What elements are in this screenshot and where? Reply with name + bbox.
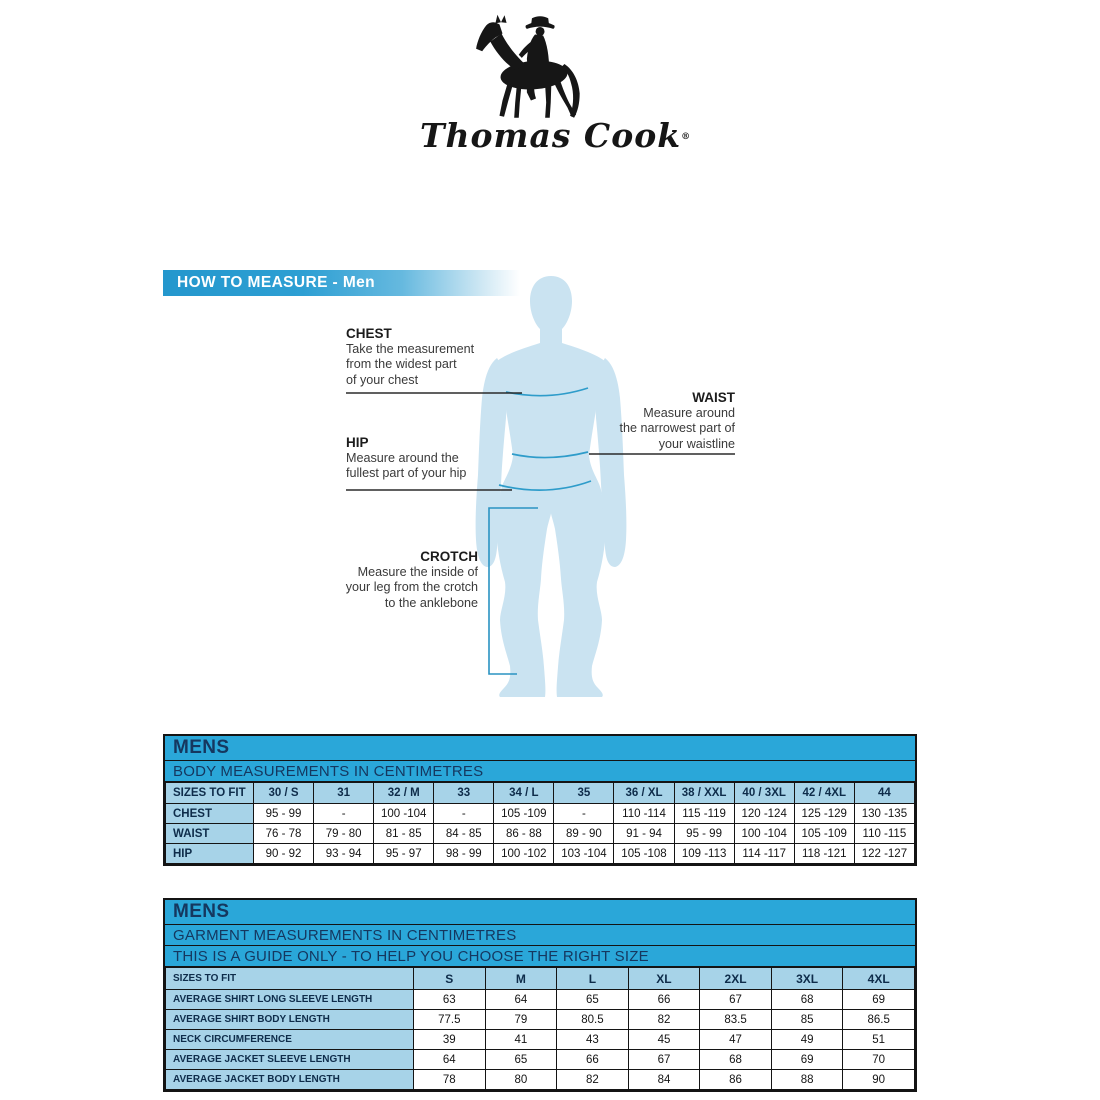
garment-table-title: MENS [165, 900, 915, 925]
row-label-cell: AVERAGE JACKET SLEEVE LENGTH [166, 1050, 414, 1070]
header-size-cell: 40 / 3XL [734, 783, 794, 804]
value-cell: 89 - 90 [554, 824, 614, 844]
header-size-cell: S [414, 968, 486, 990]
header-size-cell: 4XL [843, 968, 915, 990]
body-table-subtitle: BODY MEASUREMENTS IN CENTIMETRES [165, 761, 915, 782]
value-cell: 84 - 85 [434, 824, 494, 844]
value-cell: 68 [771, 990, 843, 1010]
annotation-line: the narrowest part of [619, 421, 735, 436]
header-size-cell: L [557, 968, 629, 990]
value-cell: 51 [843, 1030, 915, 1050]
value-cell: 125 -129 [794, 804, 854, 824]
value-cell: 66 [557, 1050, 629, 1070]
annotation-line: Measure the inside of [357, 565, 478, 579]
header-size-cell: 38 / XXL [674, 783, 734, 804]
value-cell: 79 [485, 1010, 557, 1030]
header-size-cell: 44 [854, 783, 914, 804]
value-cell: 80 [485, 1070, 557, 1090]
annotation-line: Measure around [643, 406, 735, 420]
header-size-cell: 42 / 4XL [794, 783, 854, 804]
header-label-cell: SIZES TO FIT [166, 783, 254, 804]
value-cell: 49 [771, 1030, 843, 1050]
value-cell: 67 [628, 1050, 700, 1070]
value-cell: 77.5 [414, 1010, 486, 1030]
value-cell: 70 [843, 1050, 915, 1070]
table-row [166, 824, 915, 844]
value-cell: 95 - 97 [374, 844, 434, 864]
annotation-line: fullest part of your hip [346, 466, 467, 481]
annotation-hip [346, 434, 526, 482]
value-cell: 66 [628, 990, 700, 1010]
row-label-cell: CHEST [166, 804, 254, 824]
table-row [166, 1010, 915, 1030]
value-cell: 79 - 80 [314, 824, 374, 844]
value-cell: 81 - 85 [374, 824, 434, 844]
annotation-chest [346, 325, 526, 388]
annotation-crotch [318, 548, 478, 611]
value-cell: 130 -135 [854, 804, 914, 824]
value-cell: 76 - 78 [254, 824, 314, 844]
value-cell: 63 [414, 990, 486, 1010]
value-cell: 100 -102 [494, 844, 554, 864]
annotation-line: to the anklebone [384, 595, 478, 610]
table-row [166, 990, 915, 1010]
row-label-cell: HIP [166, 844, 254, 864]
registered-trademark-mark: ® [681, 132, 691, 142]
value-cell: - [434, 804, 494, 824]
value-cell: 100 -104 [374, 804, 434, 824]
annotation-line: Measure around the [346, 451, 459, 465]
value-cell: 103 -104 [554, 844, 614, 864]
annotation-line: Take the measurement [346, 342, 475, 356]
value-cell: 122 -127 [854, 844, 914, 864]
value-cell: 110 -114 [614, 804, 674, 824]
value-cell: 67 [700, 990, 772, 1010]
value-cell: 90 - 92 [254, 844, 314, 864]
value-cell: 86 [700, 1070, 772, 1090]
row-label-cell: AVERAGE SHIRT LONG SLEEVE LENGTH [166, 990, 414, 1010]
table-row [166, 804, 915, 824]
value-cell: 93 - 94 [314, 844, 374, 864]
horse-rider-icon [469, 12, 601, 124]
value-cell: 86 - 88 [494, 824, 554, 844]
annotation-crotch-title: CROTCH [420, 549, 478, 564]
body-measurements-table [163, 734, 917, 866]
value-cell: 88 [771, 1070, 843, 1090]
value-cell: 82 [557, 1070, 629, 1090]
value-cell: 100 -104 [734, 824, 794, 844]
value-cell: 91 - 94 [614, 824, 674, 844]
value-cell: 105 -109 [794, 824, 854, 844]
header-size-cell: 33 [434, 783, 494, 804]
value-cell: 118 -121 [794, 844, 854, 864]
value-cell: 115 -119 [674, 804, 734, 824]
garment-measurements-table [163, 898, 917, 1092]
value-cell: 41 [485, 1030, 557, 1050]
table-row [166, 1030, 915, 1050]
row-label-cell: WAIST [166, 824, 254, 844]
value-cell: 65 [485, 1050, 557, 1070]
value-cell: 90 [843, 1070, 915, 1090]
table-row [166, 844, 915, 864]
value-cell: - [554, 804, 614, 824]
header-size-cell: 32 / M [374, 783, 434, 804]
header-size-cell: 35 [554, 783, 614, 804]
value-cell: 105 -108 [614, 844, 674, 864]
header-size-cell: 34 / L [494, 783, 554, 804]
value-cell: 110 -115 [854, 824, 914, 844]
garment-table-note: THIS IS A GUIDE ONLY - TO HELP YOU CHOOSE THE RIGHT SIZE [165, 946, 915, 967]
garment-table-subtitle: GARMENT MEASUREMENTS IN CENTIMETRES [165, 925, 915, 946]
header-size-cell: M [485, 968, 557, 990]
header-size-cell: 30 / S [254, 783, 314, 804]
value-cell: 98 - 99 [434, 844, 494, 864]
annotation-waist [575, 389, 735, 452]
header-size-cell: 31 [314, 783, 374, 804]
brand-name-text: Thomas Cook [420, 116, 682, 155]
value-cell: 83.5 [700, 1010, 772, 1030]
header-row [166, 783, 915, 804]
value-cell: 45 [628, 1030, 700, 1050]
header-label-cell: SIZES TO FIT [166, 968, 414, 990]
garment-measurements-grid [165, 967, 915, 1090]
value-cell: 47 [700, 1030, 772, 1050]
value-cell: 85 [771, 1010, 843, 1030]
header-size-cell: 3XL [771, 968, 843, 990]
annotation-line: from the widest part [346, 357, 457, 372]
value-cell: 82 [628, 1010, 700, 1030]
value-cell: 64 [414, 1050, 486, 1070]
value-cell: 120 -124 [734, 804, 794, 824]
body-table-title: MENS [165, 736, 915, 761]
header-size-cell: 2XL [700, 968, 772, 990]
value-cell: 43 [557, 1030, 629, 1050]
value-cell: 80.5 [557, 1010, 629, 1030]
value-cell: 109 -113 [674, 844, 734, 864]
brand-wordmark [420, 116, 691, 155]
annotation-line: of your chest [346, 372, 419, 387]
row-label-cell: AVERAGE SHIRT BODY LENGTH [166, 1010, 414, 1030]
header-size-cell: 36 / XL [614, 783, 674, 804]
annotation-line: your waistline [658, 436, 735, 451]
annotation-line: your leg from the crotch [345, 580, 478, 595]
value-cell: 68 [700, 1050, 772, 1070]
row-label-cell: AVERAGE JACKET BODY LENGTH [166, 1070, 414, 1090]
value-cell: - [314, 804, 374, 824]
value-cell: 86.5 [843, 1010, 915, 1030]
value-cell: 65 [557, 990, 629, 1010]
how-to-measure-title: HOW TO MEASURE - Men [177, 274, 376, 291]
value-cell: 64 [485, 990, 557, 1010]
value-cell: 95 - 99 [254, 804, 314, 824]
table-row [166, 1050, 915, 1070]
annotation-chest-title: CHEST [346, 326, 392, 341]
brand-logo [420, 12, 691, 155]
value-cell: 39 [414, 1030, 486, 1050]
value-cell: 114 -117 [734, 844, 794, 864]
body-measurements-grid [165, 782, 915, 864]
annotation-hip-title: HIP [346, 435, 369, 450]
annotation-waist-title: WAIST [692, 390, 735, 405]
table-row [166, 1070, 915, 1090]
header-size-cell: XL [628, 968, 700, 990]
value-cell: 69 [771, 1050, 843, 1070]
value-cell: 95 - 99 [674, 824, 734, 844]
value-cell: 69 [843, 990, 915, 1010]
row-label-cell: NECK CIRCUMFERENCE [166, 1030, 414, 1050]
value-cell: 78 [414, 1070, 486, 1090]
value-cell: 84 [628, 1070, 700, 1090]
header-row [166, 968, 915, 990]
value-cell: 105 -109 [494, 804, 554, 824]
